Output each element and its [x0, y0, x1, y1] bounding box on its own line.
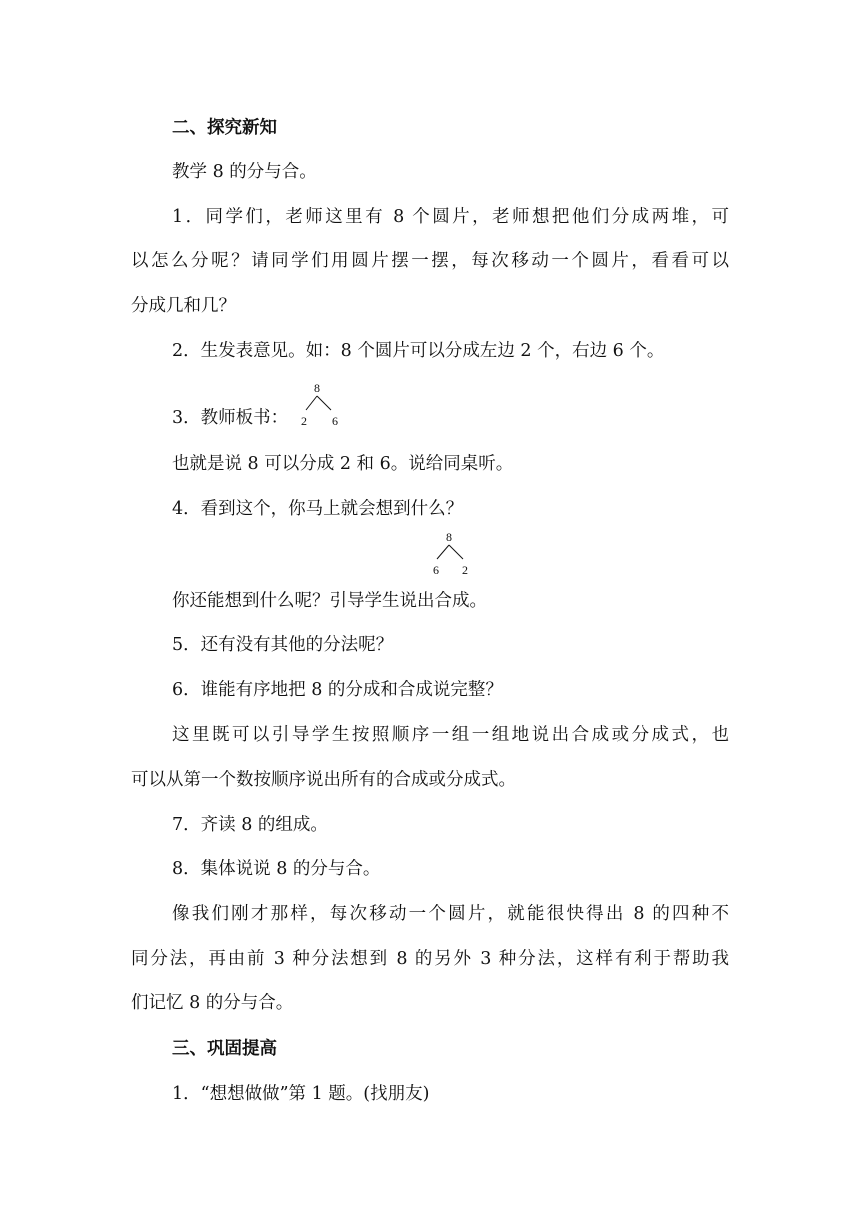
summary-line1: 像我们刚才那样，每次移动一个圆片，就能很快得出 8 的四种不	[172, 904, 729, 924]
item3-note: 也就是说 8 可以分成 2 和 6。说给同桌听。	[172, 454, 514, 474]
item5-line: 5．还有没有其他的分法呢？	[172, 635, 394, 655]
section2-heading: 二、探究新知	[172, 118, 277, 138]
tree1-left: 2	[301, 414, 307, 428]
summary-line2: 同分法，再由前 3 种分法想到 8 的另外 3 种分法，这样有利于帮助我	[131, 949, 729, 969]
item8-line: 8．集体说说 8 的分与合。	[172, 859, 381, 879]
paragraph-line1: 这里既可以引导学生按照顺序一组一组地说出合成或分成式，也	[172, 725, 729, 745]
item1-line1: 1．同学们，老师这里有 8 个圆片，老师想把他们分成两堆，可	[172, 207, 729, 227]
item4-note: 你还能想到什么呢？引导学生说出合成。	[172, 591, 487, 611]
tree1-right: 6	[332, 414, 338, 428]
tree2-top: 8	[446, 530, 452, 544]
item7-line: 7．齐读 8 的组成。	[172, 815, 328, 835]
section3-item1: 1．“想想做做”第 1 题。(找朋友)	[172, 1084, 430, 1104]
summary-line3: 们记忆 8 的分与合。	[131, 993, 294, 1013]
tree2-right: 2	[462, 563, 468, 577]
item4-line: 4．看到这个，你马上就会想到什么？	[172, 499, 464, 519]
item1-line2: 以怎么分呢？请同学们用圆片摆一摆，每次移动一个圆片，看看可以	[131, 251, 729, 271]
intro-line: 教学 8 的分与合。	[172, 162, 317, 182]
item2-line: 2．生发表意见。如：8 个圆片可以分成左边 2 个，右边 6 个。	[172, 341, 665, 361]
tree1-top: 8	[314, 381, 320, 395]
item6-line: 6．谁能有序地把 8 的分成和合成说完整？	[172, 680, 503, 700]
decomposition-tree-8-6-2	[425, 528, 475, 580]
tree2-left: 6	[433, 563, 439, 577]
item3-line: 3．教师板书：	[172, 408, 289, 428]
section3-heading: 三、巩固提高	[172, 1039, 277, 1059]
decomposition-tree-8-2-6	[296, 380, 346, 432]
paragraph-line2: 可以从第一个数按顺序说出所有的合成或分成式。	[131, 770, 516, 790]
item1-line3: 分成几和几？	[131, 296, 236, 316]
